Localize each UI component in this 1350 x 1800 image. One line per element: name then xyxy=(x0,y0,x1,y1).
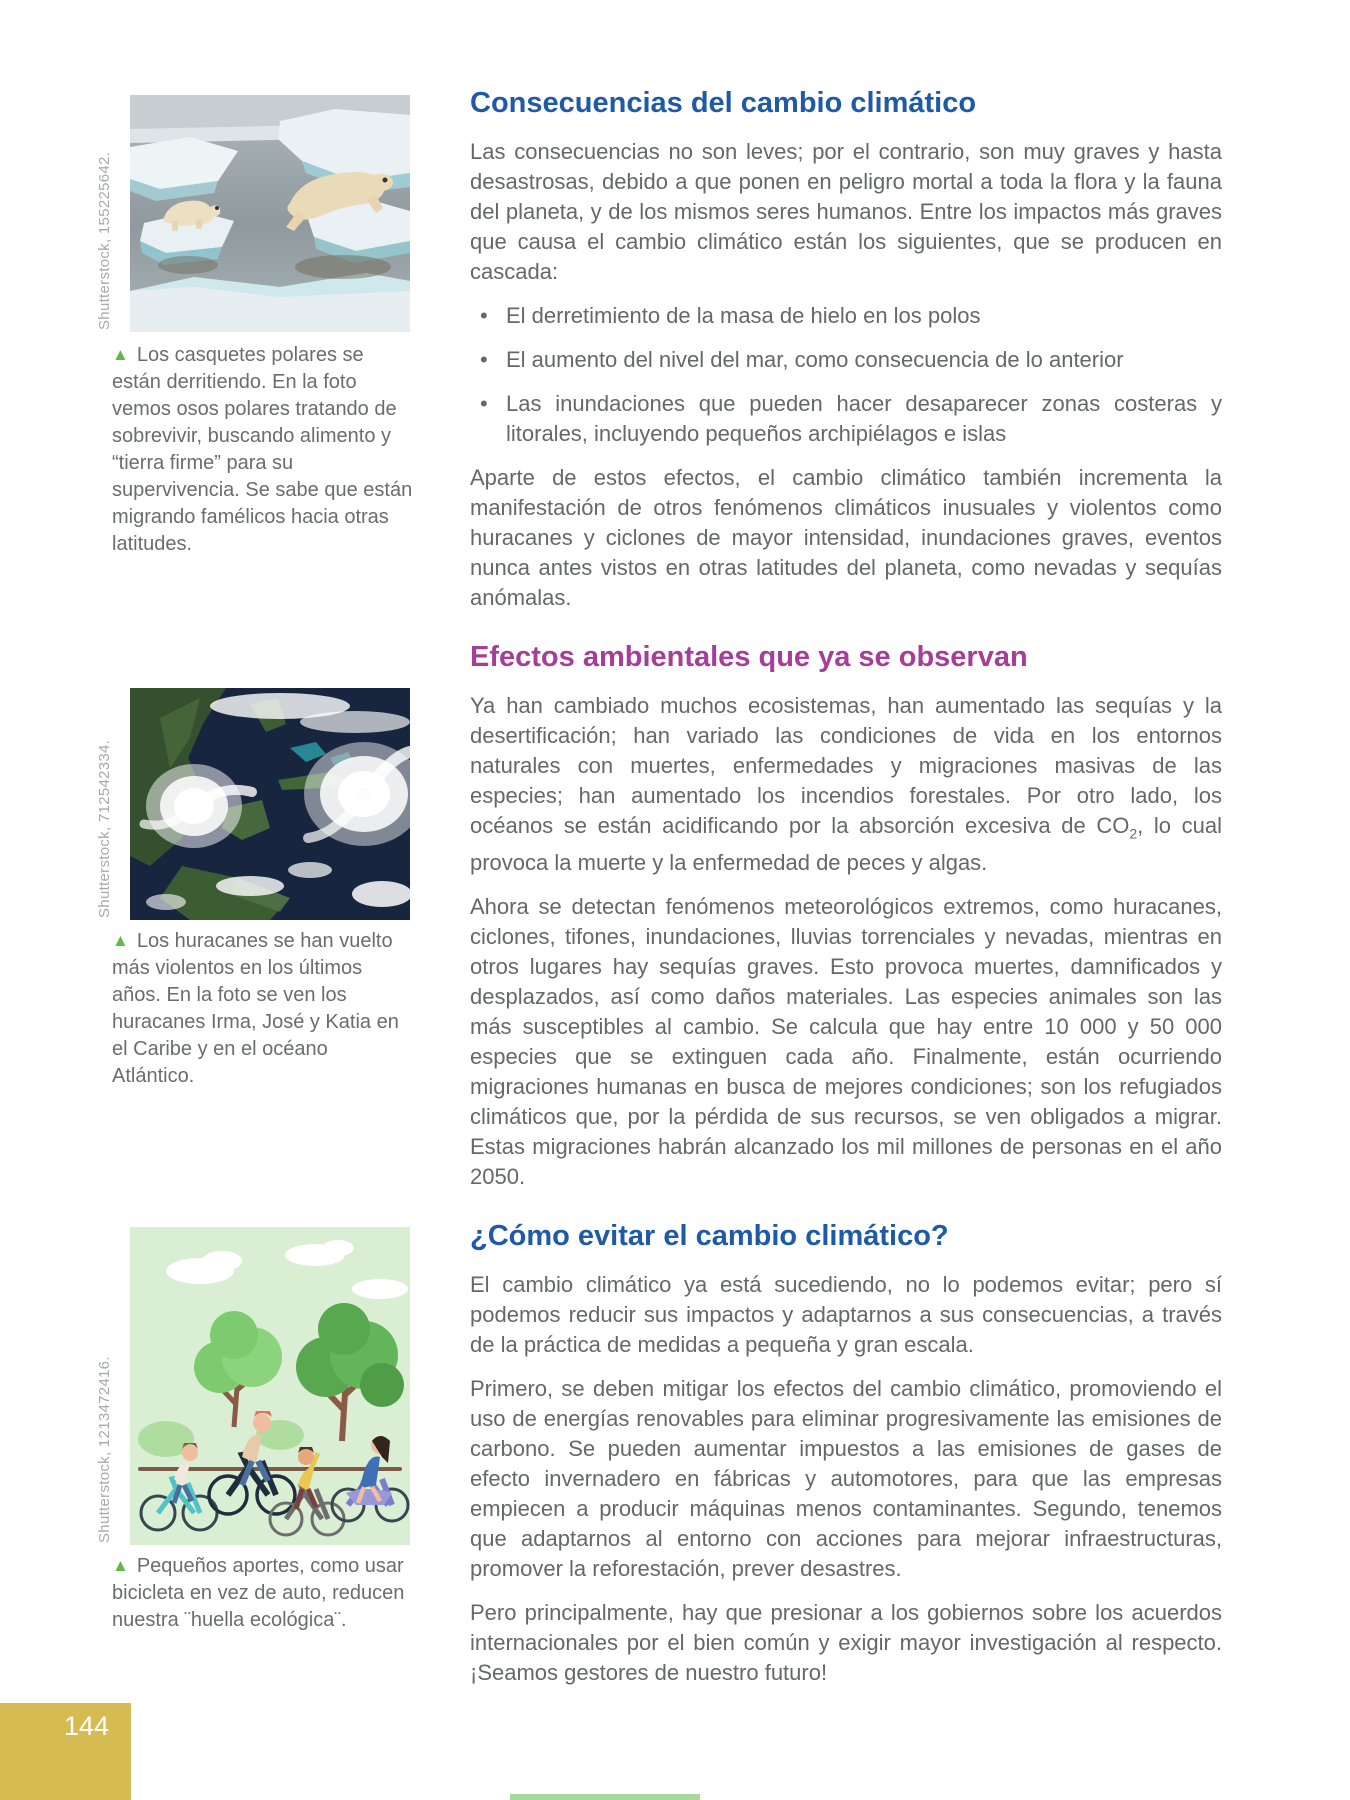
page-number-badge: 144 xyxy=(0,1703,131,1800)
photo-credit: Shutterstock, 1213472416. xyxy=(96,1356,113,1543)
caption-text: Los huracanes se han vuelto más violentos en los últimos años. En la foto se ven los huracanes Irma, José y Katia en el Caribe y en el océano Atlántico. xyxy=(112,930,399,1087)
caption-triangle-icon: ▲ xyxy=(112,1556,129,1575)
list-item xyxy=(470,345,1222,375)
list-item-text: El derretimiento de la masa de hielo en los polos xyxy=(506,303,981,328)
body-paragraph-co2 xyxy=(470,691,1222,878)
figure-caption xyxy=(112,928,414,1090)
paragraph-text: , lo cual provoca la muerte y la enfermedad de peces y algas. xyxy=(470,813,1222,876)
bullet-icon: • xyxy=(480,391,488,416)
list-item-text: El aumento del nivel del mar, como consecuencia de lo anterior xyxy=(506,347,1124,372)
page-edge-accent xyxy=(510,1794,700,1800)
polar-bears-photo xyxy=(130,95,410,332)
caption-triangle-icon: ▲ xyxy=(112,931,129,950)
body-paragraph: Ahora se detectan fenómenos meteorológicos extremos, como huracanes, ciclones, tifones, inundaciones, lluvias torrenciales y nevadas, mientras en otros lugares hay sequías graves. Esto provoca muertes, damnificados y desplazados, así como daños materiales. Las especies animales son las más susceptibles al cambio. Se calcula que hay entre 10 000 y 50 000 especies que se extinguen cada año. Finalmente, están ocurriendo migraciones humanas en busca de mejores condiciones; son los refugiados climáticos que, por la pérdida de sus recursos, se ven obligados a migrar. Estas migraciones habrán alcanzado los mil millones de personas en el año 2050. xyxy=(470,894,1222,1190)
list-item xyxy=(470,389,1222,449)
body-paragraph: Las consecuencias no son leves; por el contrario, son muy graves y hasta desastrosas, debido a que ponen en peligro mortal a toda la flora y la fauna del planeta, y de los mismos seres humanos. Entre los impactos más graves que causa el cambio climático están los siguientes, que se producen en cascada: xyxy=(470,139,1222,284)
article-column xyxy=(470,85,1222,1702)
caption-triangle-icon: ▲ xyxy=(112,345,129,364)
figure-caption xyxy=(112,1553,414,1634)
section-heading-como-evitar: ¿Cómo evitar el cambio climático? xyxy=(470,1220,949,1253)
body-paragraph: El cambio climático ya está sucediendo, no lo podemos evitar; pero sí podemos reducir sus impactos y adaptarnos a sus consecuencias, a través de la práctica de medidas a pequeña y gran escala. xyxy=(470,1272,1222,1358)
figure-caption xyxy=(112,342,414,558)
caption-text: Pequeños aportes, como usar bicicleta en vez de auto, reducen nuestra ¨huella ecológica¨. xyxy=(112,1555,405,1631)
consequences-list xyxy=(470,301,1222,449)
body-paragraph: Aparte de estos efectos, el cambio climático también incrementa la manifestación de otros fenómenos climáticos inusuales y violentos como huracanes y ciclones de mayor intensidad, inundaciones graves, eventos nunca antes vistos en otras latitudes del planeta, como nevadas y sequías anómalas. xyxy=(470,465,1222,610)
hurricanes-satellite-photo xyxy=(130,688,410,920)
photo-credit: Shutterstock, 155225642. xyxy=(96,151,113,330)
section-heading-consecuencias: Consecuencias del cambio climático xyxy=(470,87,977,119)
paragraph-text: Ya han cambiado muchos ecosistemas, han aumentado las sequías y la desertificación; han variado las condiciones de vida en los entornos naturales con muertes, enfermedades y migraciones masivas de las especies; han aumentado los incendios forestales. Por otro lado, los océanos se están acidificando por la absorción excesiva de CO xyxy=(470,693,1222,838)
body-paragraph: Primero, se deben mitigar los efectos del cambio climático, promoviendo el uso de energías renovables para eliminar progresivamente las emisiones de carbono. Se pueden aumentar impuestos a las emisiones de gases de efecto invernadero en fábricas y automotores, para que las empresas empiecen a producir máquinas menos contaminantes. Segundo, tenemos que adaptarnos al entorno con acciones para mejorar infraestructuras, promover la reforestación, prever desastres. xyxy=(470,1376,1222,1582)
caption-text: Los casquetes polares se están derritiendo. En la foto vemos osos polares tratando de sobrevivir, buscando alimento y “tierra firme” para su supervivencia. Se sabe que están migrando famélicos hacia otras latitudes. xyxy=(112,344,413,555)
co2-subscript: 2 xyxy=(1129,825,1138,842)
photo-credit: Shutterstock, 712542334. xyxy=(96,739,113,918)
section-heading-efectos: Efectos ambientales que ya se observan xyxy=(470,641,1028,673)
list-item-text: Las inundaciones que pueden hacer desaparecer zonas costeras y litorales, incluyendo pequeños archipiélagos e islas xyxy=(506,391,1222,446)
bullet-icon: • xyxy=(480,347,488,372)
cyclists-illustration xyxy=(130,1227,410,1545)
body-paragraph: Pero principalmente, hay que presionar a los gobiernos sobre los acuerdos internacionales por el bien común y exigir mayor investigación al respecto. ¡Seamos gestores de nuestro futuro! xyxy=(470,1600,1222,1686)
bullet-icon: • xyxy=(480,303,488,328)
list-item xyxy=(470,301,1222,331)
